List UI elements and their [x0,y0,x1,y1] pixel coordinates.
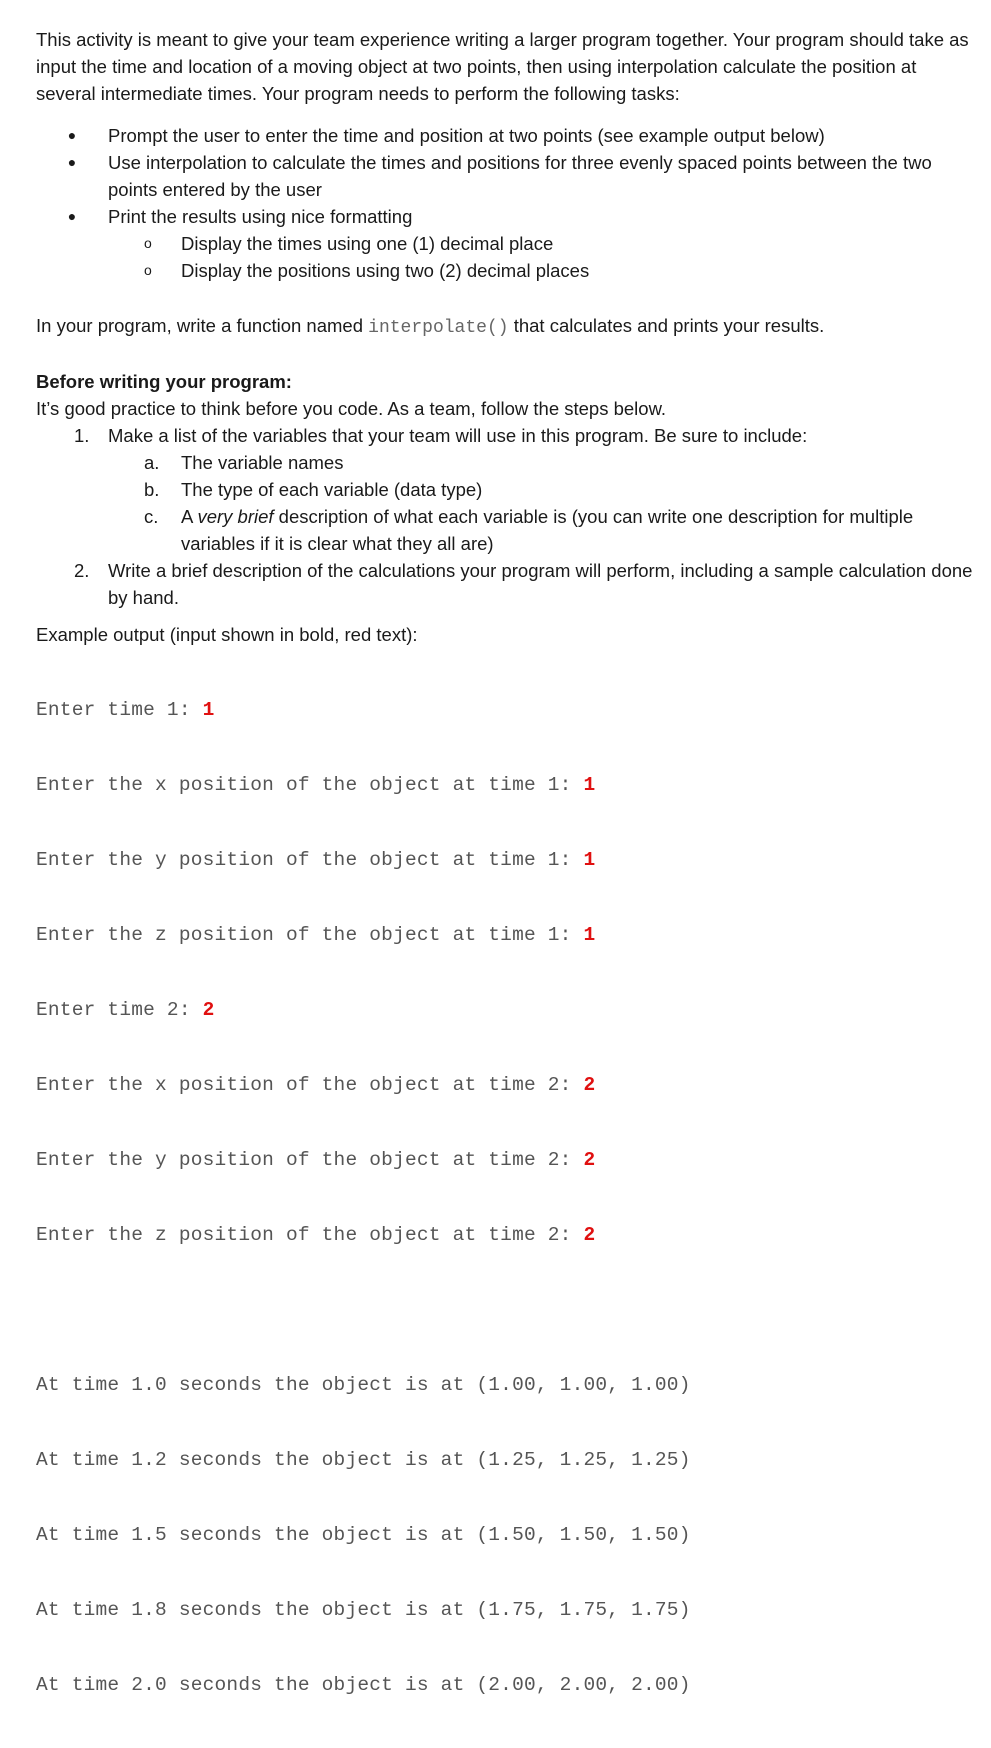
hollow-bullet-icon: o [144,235,152,251]
step-text: Write a brief description of the calculations your program will perform, including a sample calculation done by hand. [108,560,973,608]
console-input-value: 1 [583,774,596,796]
section-heading: Before writing your program: [36,371,292,392]
console-prompt: Enter the x position of the object at time 2: [36,1074,584,1096]
task-list [36,122,976,284]
console-line [36,773,976,798]
console-line [36,923,976,948]
step-text: Make a list of the variables that your team will use in this program. Be sure to include: [108,425,808,446]
console-line [36,848,976,873]
example-console-output [36,648,976,1748]
console-result-line: At time 2.0 seconds the object is at (2.00, 2.00, 2.00) [36,1674,691,1696]
fn-text-after: that calculates and prints your results. [508,315,825,336]
substep-letter: c. [144,506,159,527]
task-item [36,203,976,284]
subtask-text: Display the times using one (1) decimal place [181,233,554,254]
step-substeps [108,449,976,557]
console-line [36,1073,976,1098]
console-result-line: At time 1.2 seconds the object is at (1.25, 1.25, 1.25) [36,1449,691,1471]
console-input-value: 2 [202,999,215,1021]
console-line [36,1223,976,1248]
task-item [36,149,976,203]
console-prompt: Enter the y position of the object at time 1: [36,849,584,871]
substep-text: The variable names [181,452,344,473]
subtask-list [108,230,976,284]
console-input-value: 1 [583,849,596,871]
task-text: Prompt the user to enter the time and position at two points (see example output below) [108,125,825,146]
subtask-text: Display the positions using two (2) decimal places [181,260,590,281]
console-line [36,698,976,723]
substep-text-suffix: description of what each variable is (you can write one description for multiple variables if it is clear what they all are) [181,506,914,554]
console-prompt: Enter the z position of the object at time 2: [36,1224,584,1246]
task-item [36,122,976,149]
bullet-icon: ● [67,154,77,170]
console-input-value: 2 [583,1224,596,1246]
substep-text [181,506,913,554]
intro-paragraph: This activity is meant to give your team experience writing a larger program together. Your program should take as input the time and location of a moving object at two points, then using interpolation calculate the position at several intermediate times. Your program needs to perform the following tasks: [36,29,969,104]
substep-item [36,449,976,476]
bullet-icon: ● [67,208,77,224]
fn-text-before: In your program, write a function named [36,315,369,336]
section-intro: It’s good practice to think before you code. As a team, follow the steps below. [36,398,667,419]
console-prompt: Enter time 1: [36,699,203,721]
substep-letter: a. [144,452,160,473]
subtask-item [36,230,976,257]
substep-item [36,503,976,557]
substep-text-prefix: A [181,506,198,527]
substep-item [36,476,976,503]
example-label: Example output (input shown in bold, red text): [36,624,418,645]
console-result-line: At time 1.0 seconds the object is at (1.00, 1.00, 1.00) [36,1374,691,1396]
console-prompt: Enter time 2: [36,999,203,1021]
step-number: 2. [74,560,90,581]
console-prompt: Enter the x position of the object at time 1: [36,774,584,796]
step-item [36,422,976,557]
document-page [36,26,976,1748]
console-line [36,1148,976,1173]
console-input-value: 2 [583,1149,596,1171]
substep-letter: b. [144,479,160,500]
console-result-line: At time 1.8 seconds the object is at (1.75, 1.75, 1.75) [36,1599,691,1621]
function-instruction [36,312,976,342]
console-line [36,998,976,1023]
task-text: Use interpolation to calculate the times and positions for three evenly spaced points between the two points entered by the user [108,152,932,200]
console-input-value: 1 [583,924,596,946]
console-input-value: 1 [202,699,215,721]
emphasis-text: very brief [197,506,274,527]
task-text: Print the results using nice formatting [108,206,413,227]
hollow-bullet-icon: o [144,262,152,278]
substep-text: The type of each variable (data type) [181,479,483,500]
steps-list [36,422,976,611]
bullet-icon: ● [67,127,77,143]
console-blank-line [36,1298,976,1323]
function-name-code: interpolate() [368,318,509,338]
subtask-item [36,257,976,284]
step-number: 1. [74,425,90,446]
console-prompt: Enter the z position of the object at time 1: [36,924,584,946]
step-item [36,557,976,611]
console-input-value: 2 [583,1074,596,1096]
console-result-line: At time 1.5 seconds the object is at (1.50, 1.50, 1.50) [36,1524,691,1546]
console-prompt: Enter the y position of the object at time 2: [36,1149,584,1171]
